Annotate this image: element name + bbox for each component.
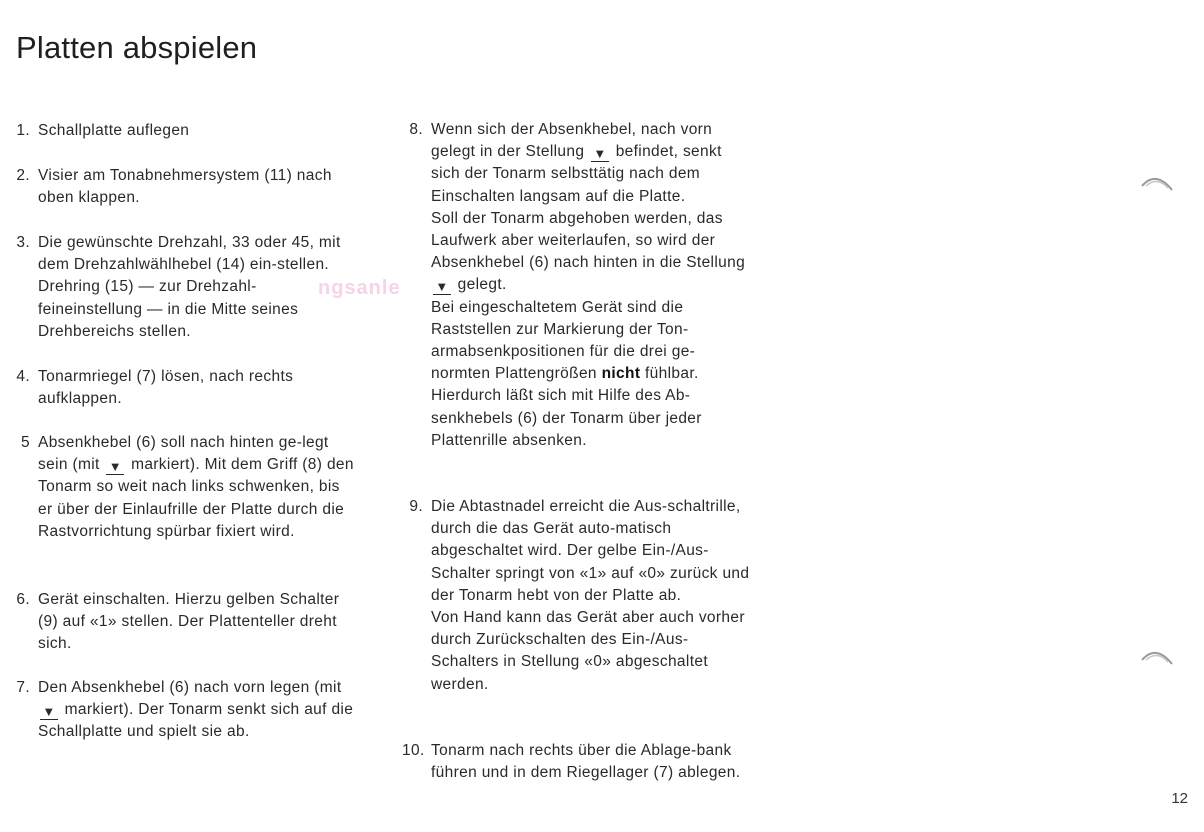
item-text bbox=[431, 119, 751, 452]
item-text-part: Soll der Tonarm abgehoben werden, das Laufwerk aber weiterlaufen, so wird der Absenkhebel (6) nach hinten in die Stellung bbox=[431, 209, 746, 272]
paragraph: Von Hand kann das Gerät aber auch vorher durch Zurückschalten des Ein-/Aus-Schalters in Stellung «0» abgeschaltet werden. bbox=[431, 609, 745, 693]
item-number: 5 bbox=[21, 434, 30, 451]
item-text-part: fühlbar. Hierdurch läßt sich mit Hilfe des Ab-senkhebels (6) der Tonarm über jeder Plattenrille absenken. bbox=[431, 365, 702, 449]
emphasis-text: nicht bbox=[601, 365, 641, 383]
list-item-7 bbox=[16, 677, 358, 744]
item-number: 8. bbox=[409, 121, 423, 138]
item-text-part: Absenkhebel (6) soll nach hinten ge-legt sein (mit bbox=[38, 434, 329, 474]
list-item-6 bbox=[16, 589, 358, 656]
list-item-9 bbox=[402, 496, 751, 696]
item-number: 7. bbox=[16, 679, 30, 696]
item-text-part: Wenn sich der Absenkhebel, nach vorn gelegt in der Stellung bbox=[431, 121, 713, 161]
list-item-1 bbox=[16, 120, 358, 142]
list-item-4 bbox=[16, 366, 358, 410]
paragraph bbox=[431, 119, 751, 208]
item-text: Tonarmriegel (7) lösen, nach rechts aufklappen. bbox=[38, 368, 294, 408]
item-number: 4. bbox=[16, 368, 30, 385]
paragraph bbox=[431, 297, 751, 452]
item-text-part: markiert). Mit dem Griff (8) den Tonarm so weit nach links schwenken, bis er über der Einlaufrille der Platte durch die Rastvorrichtung spürbar fixiert wird. bbox=[38, 456, 354, 540]
item-text-part: gelegt. bbox=[457, 276, 507, 294]
item-text: Visier am Tonabnehmersystem (11) nach oben klappen. bbox=[38, 167, 332, 207]
item-text: Schallplatte auflegen bbox=[38, 122, 190, 139]
page-number: 12 bbox=[1171, 790, 1188, 807]
watermark: ngsanle bbox=[318, 277, 401, 299]
item-text: Die gewünschte Drehzahl, 33 oder 45, mit dem Drehzahlwählhebel (14) ein-stellen. Drehring (15) — zur Drehzahl-feineinstellung — in die Mitte seines Drehbereichs stellen. bbox=[38, 234, 341, 340]
item-text: Gerät einschalten. Hierzu gelben Schalter (9) auf «1» stellen. Der Plattenteller dreht sich. bbox=[38, 591, 340, 653]
item-text bbox=[431, 496, 751, 696]
paragraph bbox=[431, 208, 751, 297]
list-item-10 bbox=[402, 740, 751, 784]
item-number: 10. bbox=[402, 742, 425, 759]
item-text bbox=[38, 432, 358, 543]
down-arrow-icon: ▼ bbox=[591, 147, 609, 162]
list-item-3 bbox=[16, 232, 358, 343]
item-text-part: befindet, senkt sich der Tonarm selbsttätig nach dem Einschalten langsam auf die Platte. bbox=[431, 143, 722, 205]
list-item-8 bbox=[402, 119, 751, 452]
paragraph: Die Abtastnadel erreicht die Aus-schaltrille, durch die das Gerät auto-matisch abgeschaltet wird. Der gelbe Ein-/Aus-Schalter springt von «1» auf «0» zurück und der Tonarm hebt von der Platte ab. bbox=[431, 498, 750, 604]
binder-hole-mark bbox=[1140, 646, 1174, 666]
item-text-part: Den Absenkhebel (6) nach vorn legen (mit bbox=[38, 679, 342, 696]
item-text: Tonarm nach rechts über die Ablage-bank führen und in dem Riegellager (7) ablegen. bbox=[431, 742, 741, 782]
down-arrow-icon: ▼ bbox=[433, 280, 451, 295]
item-number: 3. bbox=[16, 234, 30, 251]
item-number: 9. bbox=[409, 498, 423, 515]
item-number: 2. bbox=[16, 167, 30, 184]
item-number: 1. bbox=[16, 122, 30, 139]
binder-hole-mark bbox=[1140, 172, 1174, 192]
list-item-5 bbox=[16, 432, 358, 543]
item-number: 6. bbox=[16, 591, 30, 608]
item-text bbox=[38, 677, 358, 744]
down-arrow-icon: ▼ bbox=[106, 460, 124, 475]
item-text-part: markiert). Der Tonarm senkt sich auf die Schallplatte und spielt sie ab. bbox=[38, 701, 354, 741]
item-text-part: Bei eingeschaltetem Gerät sind die Raststellen zur Markierung der Ton-armabsenkpositionen für die drei ge-normten Plattengrößen bbox=[431, 298, 696, 383]
list-item-2 bbox=[16, 165, 358, 209]
page-title: Platten abspielen bbox=[16, 30, 258, 65]
down-arrow-icon: ▼ bbox=[40, 705, 58, 720]
